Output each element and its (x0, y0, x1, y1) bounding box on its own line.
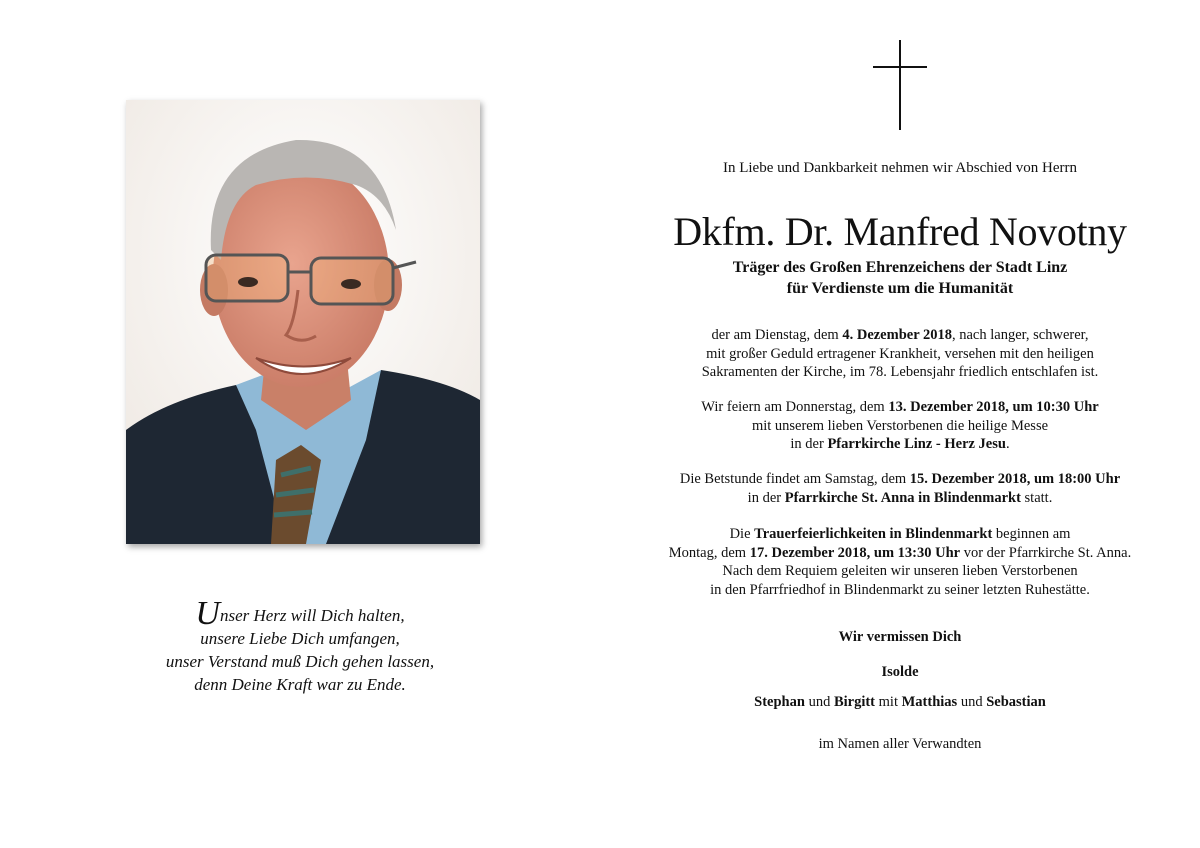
relatives-text: im Namen aller Verwandten (818, 736, 982, 752)
prayer-location: Pfarrkirche St. Anna in Blindenmarkt (784, 489, 1021, 506)
death-text-b: , nach langer, schwerer, (952, 327, 1089, 343)
death-line-2: mit großer Geduld ertragener Krankheit, versehen mit den heiligen (706, 345, 1094, 362)
funeral-line-2-b: vor der Pfarrkirche St. Anna. (960, 544, 1132, 561)
poem-line-1 (100, 595, 500, 632)
poem (100, 595, 500, 696)
mass-date: 13. Dezember 2018, um 10:30 Uhr (888, 399, 1099, 415)
funeral-text-a: Die (729, 526, 755, 542)
mass-line-3-b: . (1005, 436, 1010, 452)
mourner-isolde: Isolde (881, 664, 919, 680)
funeral-text-b: beginnen am (992, 526, 1071, 542)
cross-icon (873, 40, 927, 132)
intro-text: In Liebe und Dankbarkeit nehmen wir Abschied von Herrn (722, 160, 1078, 176)
prayer-paragraph (630, 470, 1170, 507)
funeral-event: Trauerfeierlichkeiten in Blindenmarkt (754, 526, 993, 542)
funeral-line-4: in den Pfarrfriedhof in Blindenmarkt zu seiner letzten Ruhestätte. (710, 581, 1090, 598)
mass-line-2: mit unserem lieben Verstorbenen die heilige Messe (751, 417, 1049, 434)
mourner-stephan: Stephan (754, 694, 805, 710)
family-and-2: und (957, 694, 987, 710)
poem-drop-cap: U (195, 595, 220, 632)
poem-line-3: unser Verstand muß Dich gehen lassen, (165, 652, 435, 671)
death-paragraph (630, 326, 1170, 382)
miss-text: Wir vermissen Dich (838, 629, 962, 645)
mourner-sebastian: Sebastian (986, 694, 1046, 710)
honor-text (640, 257, 1160, 299)
mass-paragraph (630, 398, 1170, 454)
poem-line-2: unsere Liebe Dich umfangen, (200, 629, 400, 648)
mass-location: Pfarrkirche Linz - Herz Jesu (827, 436, 1006, 452)
family-with: mit (875, 694, 902, 710)
portrait-photo (126, 100, 480, 544)
mass-line-3-a: in der (790, 436, 828, 452)
funeral-date: 17. Dezember 2018, um 13:30 Uhr (749, 544, 961, 561)
prayer-line-2-b: statt. (1020, 489, 1053, 506)
prayer-line-2-a: in der (747, 489, 785, 506)
mourner-birgitt: Birgitt (833, 694, 876, 710)
prayer-date: 15. Dezember 2018, um 18:00 Uhr (909, 471, 1121, 487)
poem-line-1-text: nser Herz will Dich halten, (219, 606, 405, 625)
mass-text-a: Wir feiern am Donnerstag, dem (701, 399, 889, 415)
honor-line-1: Träger des Großen Ehrenzeichens der Stadt Linz (732, 259, 1068, 276)
mourner-family (640, 694, 1160, 711)
funeral-line-3: Nach dem Requiem geleiten wir unseren lieben Verstorbenen (722, 563, 1078, 579)
family-and-1: und (804, 694, 834, 710)
deceased-name: Dkfm. Dr. Manfred Novotny (673, 209, 1127, 254)
death-text-a: der am Dienstag, dem (711, 327, 843, 343)
poem-line-4: denn Deine Kraft war zu Ende. (194, 675, 406, 694)
portrait-photo-icon (126, 100, 480, 544)
prayer-text-a: Die Betstunde findet am Samstag, dem (679, 471, 910, 487)
funeral-paragraph (630, 525, 1170, 599)
funeral-line-2-a: Montag, dem (668, 544, 750, 561)
death-date: 4. Dezember 2018 (842, 327, 952, 343)
honor-line-2: für Verdienste um die Humanität (786, 280, 1014, 297)
death-line-3: Sakramenten der Kirche, im 78. Lebensjahr friedlich entschlafen ist. (701, 364, 1099, 380)
mourner-matthias: Matthias (901, 694, 958, 710)
